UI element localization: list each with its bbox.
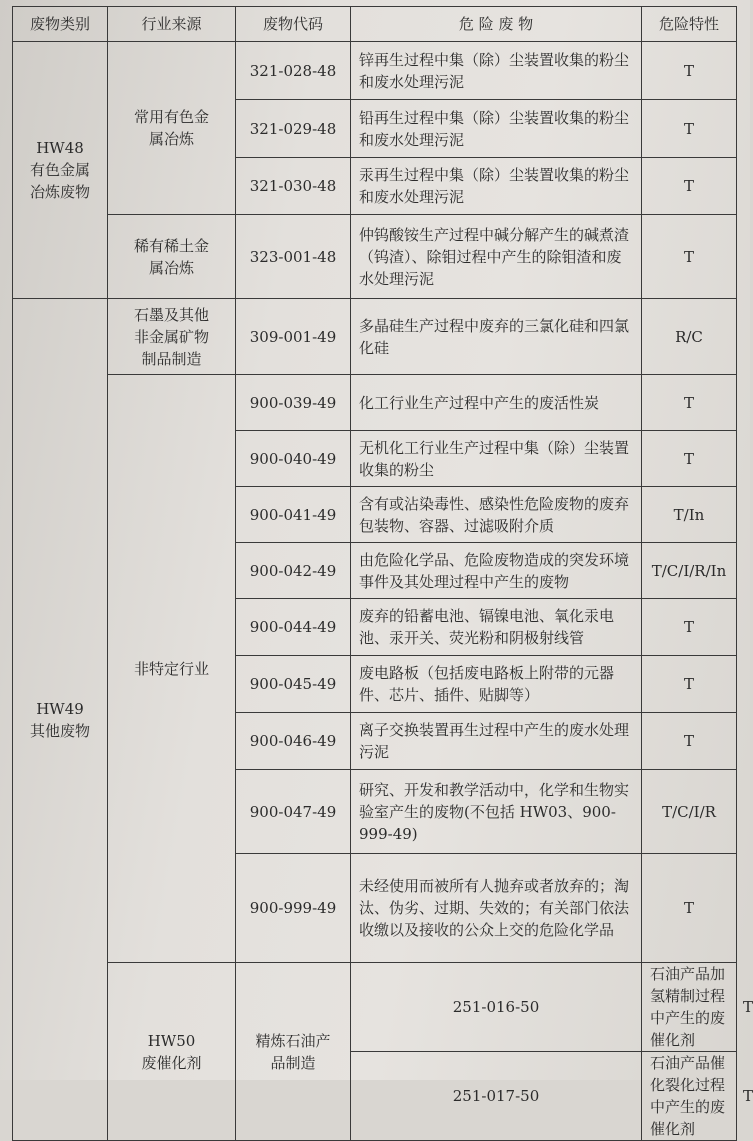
source-cell: 石墨及其他 非金属矿物 制品制造 <box>108 299 236 375</box>
waste-cell: 由危险化学品、危险废物造成的突发环境事件及其处理过程中产生的废物 <box>351 543 642 599</box>
property-cell: T <box>642 215 737 299</box>
header-source: 行业来源 <box>108 7 236 42</box>
code-cell: 900-041-49 <box>236 487 351 543</box>
property-cell: T <box>642 42 737 100</box>
property-cell: T <box>642 599 737 656</box>
code-cell: 321-028-48 <box>236 42 351 100</box>
source-cell: 稀有稀土金 属冶炼 <box>108 215 236 299</box>
code-cell: 323-001-48 <box>236 215 351 299</box>
category-cell: HW50 废催化剂 <box>108 963 236 1141</box>
waste-cell: 铅再生过程中集（除）尘装置收集的粉尘和废水处理污泥 <box>351 100 642 158</box>
code-cell: 251-016-50 <box>351 963 642 1052</box>
category-cell: HW48 有色金属 冶炼废物 <box>13 42 108 299</box>
code-cell: 900-045-49 <box>236 656 351 713</box>
table-header-row <box>13 7 737 42</box>
waste-cell: 石油产品催化裂化过程中产生的废催化剂 <box>642 1052 737 1141</box>
property-cell: R/C <box>642 299 737 375</box>
property-cell: T <box>642 854 737 963</box>
waste-cell: 离子交换装置再生过程中产生的废水处理污泥 <box>351 713 642 770</box>
waste-cell: 锌再生过程中集（除）尘装置收集的粉尘和废水处理污泥 <box>351 42 642 100</box>
category-cell: HW49 其他废物 <box>13 299 108 1141</box>
header-waste: 危 险 废 物 <box>351 7 642 42</box>
table-row <box>13 215 737 299</box>
hazardous-waste-table <box>12 6 753 1141</box>
waste-cell: 汞再生过程中集（除）尘装置收集的粉尘和废水处理污泥 <box>351 158 642 215</box>
property-cell: T <box>642 375 737 431</box>
source-cell: 精炼石油产 品制造 <box>236 963 351 1141</box>
property-cell: T <box>642 100 737 158</box>
code-cell: 900-040-49 <box>236 431 351 487</box>
code-cell: 321-029-48 <box>236 100 351 158</box>
header-category: 废物类别 <box>13 7 108 42</box>
property-cell: T <box>642 431 737 487</box>
waste-cell: 含有或沾染毒性、感染性危险废物的废弃包装物、容器、过滤吸附介质 <box>351 487 642 543</box>
code-cell: 900-999-49 <box>236 854 351 963</box>
table-row <box>13 299 737 375</box>
code-cell: 321-030-48 <box>236 158 351 215</box>
waste-cell: 多晶硅生产过程中废弃的三氯化硅和四氯化硅 <box>351 299 642 375</box>
property-cell: T/C/I/R/In <box>642 543 737 599</box>
table-row <box>13 375 737 431</box>
property-cell: T <box>642 656 737 713</box>
header-code: 废物代码 <box>236 7 351 42</box>
code-cell: 900-047-49 <box>236 770 351 854</box>
code-cell: 900-039-49 <box>236 375 351 431</box>
property-cell: T <box>642 713 737 770</box>
waste-cell: 研究、开发和教学活动中，化学和生物实验室产生的废物(不包括 HW03、900-999-49) <box>351 770 642 854</box>
waste-cell: 无机化工行业生产过程中集（除）尘装置收集的粉尘 <box>351 431 642 487</box>
source-cell: 非特定行业 <box>108 375 236 963</box>
table-row: HW50 废催化剂 精炼石油产 品制造 251-016-50 石油产品加氢精制过程中产生的废催化剂 T <box>13 963 737 1052</box>
property-cell: T/In <box>642 487 737 543</box>
code-cell: 251-017-50 <box>351 1052 642 1141</box>
waste-cell: 废弃的铅蓄电池、镉镍电池、氧化汞电池、汞开关、荧光粉和阴极射线管 <box>351 599 642 656</box>
source-cell: 常用有色金 属冶炼 <box>108 42 236 215</box>
code-cell: 900-042-49 <box>236 543 351 599</box>
waste-cell: 未经使用而被所有人抛弃或者放弃的；淘汰、伪劣、过期、失效的；有关部门依法收缴以及接收的公众上交的危险化学品 <box>351 854 642 963</box>
waste-cell: 石油产品加氢精制过程中产生的废催化剂 <box>642 963 737 1052</box>
waste-cell: 废电路板（包括废电路板上附带的元器件、芯片、插件、贴脚等） <box>351 656 642 713</box>
code-cell: 900-046-49 <box>236 713 351 770</box>
property-cell: T <box>642 158 737 215</box>
waste-cell: 仲钨酸铵生产过程中碱分解产生的碱煮渣（钨渣）、除钼过程中产生的除钼渣和废水处理污泥 <box>351 215 642 299</box>
code-cell: 900-044-49 <box>236 599 351 656</box>
table-row: 251-017-50 石油产品催化裂化过程中产生的废催化剂 T <box>13 1052 737 1141</box>
header-property: 危险特性 <box>642 7 737 42</box>
property-cell: T/C/I/R <box>642 770 737 854</box>
waste-cell: 化工行业生产过程中产生的废活性炭 <box>351 375 642 431</box>
code-cell: 309-001-49 <box>236 299 351 375</box>
table-row <box>13 42 737 100</box>
